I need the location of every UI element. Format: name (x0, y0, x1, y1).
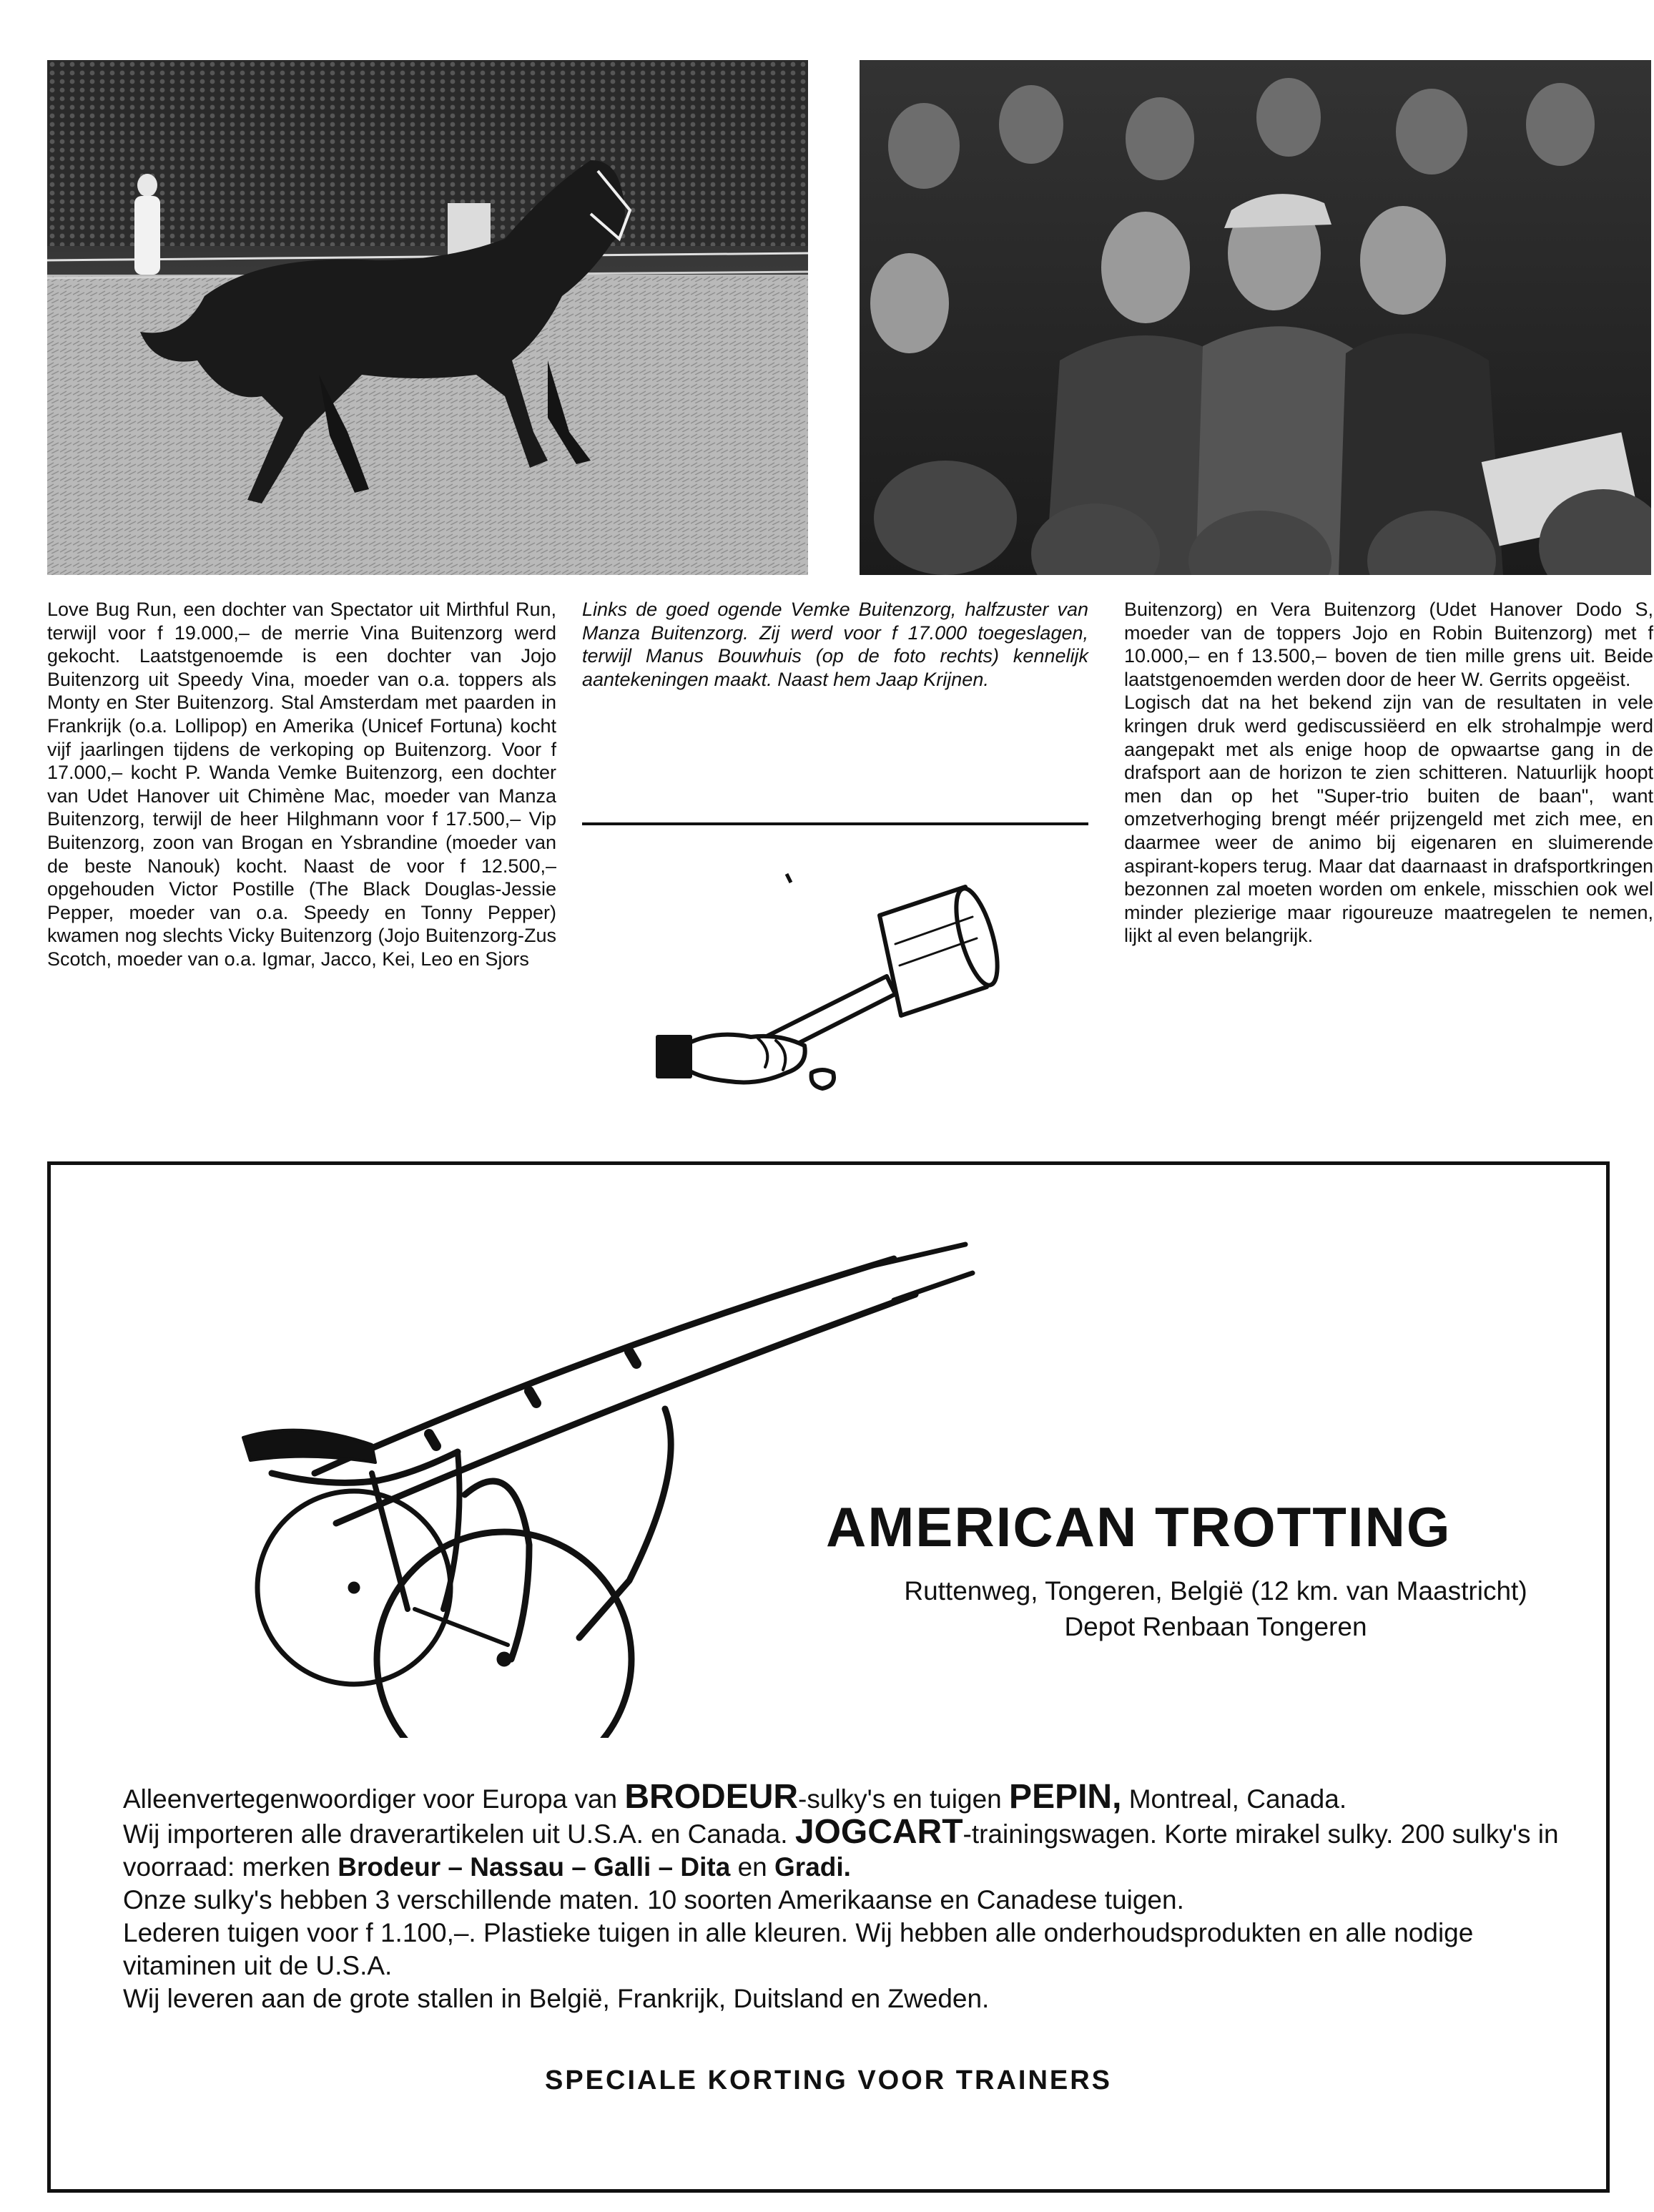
photo-auction-crowd (860, 60, 1651, 575)
ad-line-4: Lederen tuigen voor f 1.100,–. Plastieke tuigen in alle kleuren. Wij hebben alle onderhoudsprodukten en alle nodige vitaminen uit de U.S.A. (123, 1918, 1474, 1980)
ad-line-5: Wij leveren aan de grote stallen in België, Frankrijk, Duitsland en Zweden. (123, 1984, 990, 2013)
ad-line-1-text-3: Montreal, Canada. (1121, 1784, 1347, 1814)
brand-pepin: PEPIN, (1009, 1778, 1122, 1816)
article-column-3 (1124, 598, 1653, 948)
ad-depot: Depot Renbaan Tongeren (1064, 1612, 1367, 1641)
ad-line-1-text-2: -sulky's en tuigen (798, 1784, 1010, 1814)
ad-address: Ruttenweg, Tongeren, België (12 km. van Maastricht) (904, 1576, 1527, 1606)
horse-photo-illustration (47, 60, 808, 575)
ad-line-1-text: Alleenvertegenwoordiger voor Europa van (123, 1784, 625, 1814)
sulky-cart-icon (229, 1237, 1087, 1738)
ad-line-1 (123, 1778, 1567, 1816)
article-text-col3-p1: Buitenzorg) en Vera Buitenzorg (Udet Hanover Dodo S, moeder van de toppers Jojo en Robin Buitenzorg) met f 10.000,– en f 13.500,– boven de tien mille grens uit. Beide laatstgenoemden werden door de heer W. Gerrits opgeëist. (1124, 599, 1653, 690)
gavel-hand-icon (629, 858, 1030, 1094)
photo-horse-arena (47, 60, 808, 575)
ad-line-2-text-2: -trainingswagen. Korte mirakel sulky. 200 sulky's in voorraad: merken (123, 1819, 1559, 1882)
ad-body-text (123, 1778, 1567, 2015)
brand-brodeur: BRODEUR (624, 1778, 799, 1816)
ad-line-2 (123, 1813, 1567, 1884)
brand-list: Brodeur – Nassau – Galli – Dita (338, 1852, 731, 1882)
ad-line-2-text: Wij importeren alle draverartikelen uit U.S.A. en Canada. (123, 1819, 795, 1849)
article-column-1 (47, 598, 556, 971)
column-divider (582, 822, 1088, 825)
ad-title: AMERICAN TROTTING (826, 1495, 1452, 1558)
ad-line-3: Onze sulky's hebben 3 verschillende maten. 10 soorten Amerikaanse en Canadese tuigen. (123, 1885, 1184, 1914)
crowd-photo-illustration (860, 60, 1651, 575)
ad-line-2-text-3: en (730, 1852, 775, 1882)
brand-gradi: Gradi. (774, 1852, 851, 1882)
photo-caption-column (582, 598, 1088, 691)
article-text-col3-p2: Logisch dat na het bekend zijn van de resultaten in vele kringen druk werd gediscussiëerd en elk strohalmpje werd aangepakt met als enige hoop de opwaartse gang in de drafsport aan de horizon te zien schitteren. Natuurlijk hoopt men dan op het "Super-trio buiten de baan", want omzetverhoging brengt méér prijzengeld met zich mee, en daarmee weer de animo bij eigenaren en sluimerende aspirant-kopers terug. Maar dat daarnaast in drafsportkringen bezonnen zal moeten worden om enkele, misschien ook wel minder plezierige maar rigoureuze maatregelen te nemen, lijkt al even belangrijk. (1124, 692, 1653, 947)
photo-caption: Links de goed ogende Vemke Buitenzorg, halfzuster van Manza Buitenzorg. Zij werd voor f 17.000 toegeslagen, terwijl Manus Bouwhuis (op de foto rechts) kennelijk aantekeningen maakt. Naast hem Jaap Krijnen. (582, 599, 1088, 690)
brand-jogcart: JOGCART (794, 1813, 963, 1851)
article-text-col1: Love Bug Run, een dochter van Spectator uit Mirthful Run, terwijl voor f 19.000,– de merrie Vina Buitenzorg werd gekocht. Laatstgenoemde is een dochter van Jojo Buitenzorg uit Speedy Vina, moeder van o.a. toppers als Monty en Ster Buitenzorg. Stal Amsterdam met paarden in Frankrijk (o.a. Lollipop) en Amerika (Unicef Fortuna) kocht vijf jaarlingen tijdens de verkoping op Buitenzorg. Voor f 17.000,– kocht P. Wanda Vemke Buitenzorg, een dochter van Udet Hanover uit Chimène Mac, moeder van Manza Buitenzorg, terwijl de heer Hilghmann voor f 17.500,– Vip Buitenzorg, zoon van Brogan en Ysbrandine (moeder van de beste Nanouk) kocht. Naast de voor f 12.500,– opgehouden Victor Postille (The Black Douglas-Jessie Pepper, moeder van o.a. Speedy en Tonny Pepper) kwamen nog slechts Vicky Buitenzorg (Jojo Buitenzorg-Zus Scotch, moeder van o.a. Igmar, Jacco, Kei, Leo en Sjors (47, 599, 556, 970)
ad-footer-discount: SPECIALE KORTING VOOR TRAINERS (544, 2065, 1113, 2095)
